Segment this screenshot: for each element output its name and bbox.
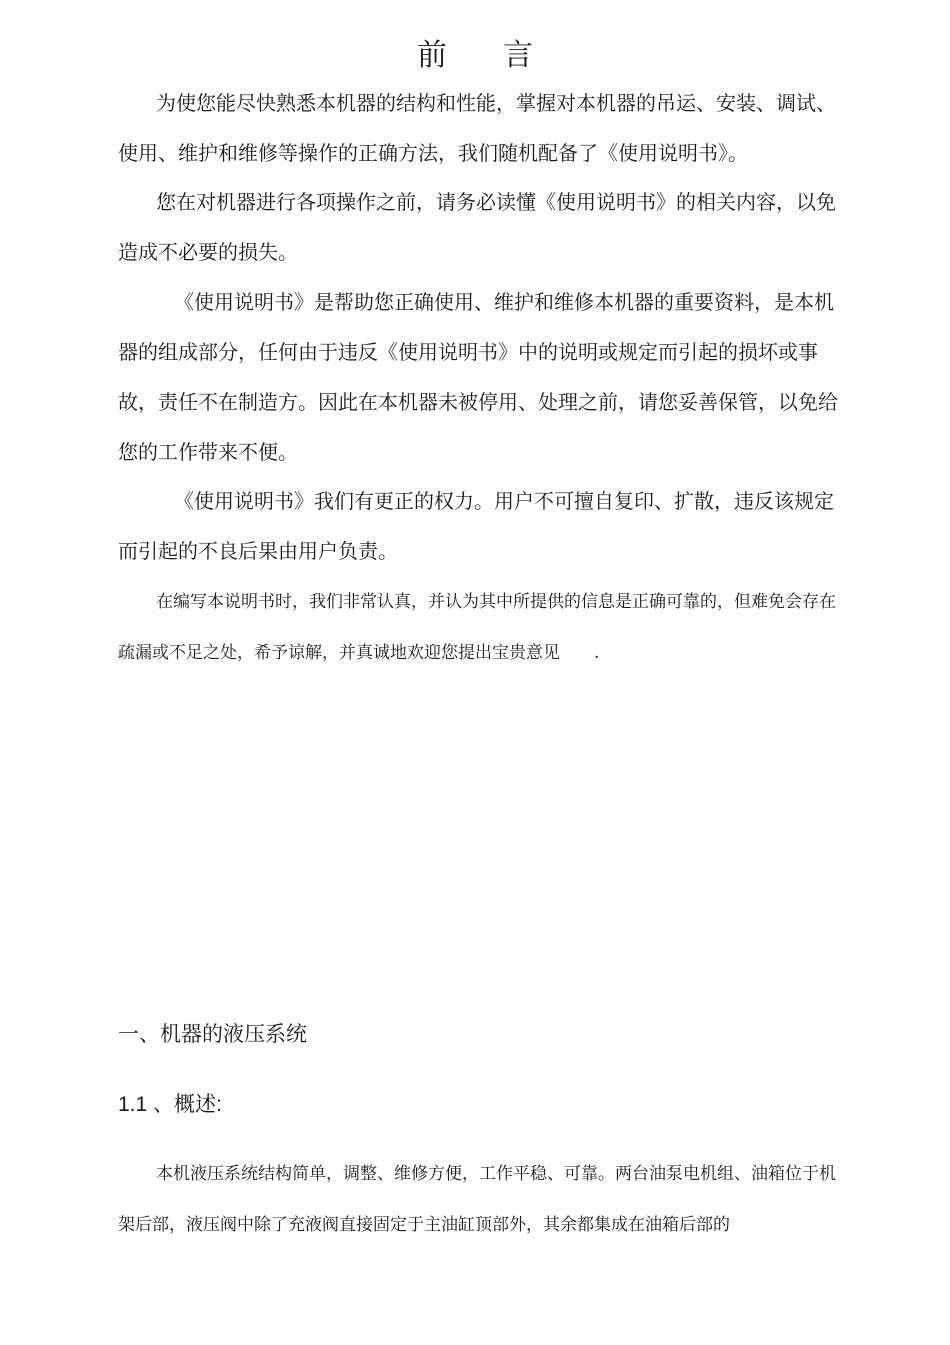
- preface-paragraph-4: 《使用说明书》我们有更正的权力。用户不可擅自复印、扩散，违反该规定而引起的不良后果由用户负责。: [118, 489, 834, 563]
- subsection-heading: 1.1 、概述:: [118, 1093, 222, 1116]
- subsection-paragraph: 本机液压系统结构简单，调整、维修方便，工作平稳、可靠。两台油泵电机组、油箱位于机架后部，液压阀中除了充液阀直接固定于主油缸顶部外，其余都集成在油箱后部的: [118, 1164, 836, 1235]
- section-heading: 一、机器的液压系统: [118, 1022, 307, 1046]
- preface-paragraph-1: 为使您能尽快熟悉本机器的结构和性能，掌握对本机器的吊运、安装、调试、使用、维护和维修等操作的正确方法，我们随机配备了《使用说明书》。: [118, 91, 836, 165]
- preface-paragraph-2: 您在对机器进行各项操作之前，请务必读懂《使用说明书》的相关内容，以免造成不必要的损失。: [118, 190, 836, 264]
- page-title: 前言: [417, 38, 589, 73]
- preface-paragraph-5: 在编写本说明书时，我们非常认真，并认为其中所提供的信息是正确可靠的，但难免会存在疏漏或不足之处，希予谅解，并真诚地欢迎您提出宝贵意见 .: [118, 592, 836, 663]
- preface-paragraph-3: 《使用说明书》是帮助您正确使用、维护和维修本机器的重要资料，是本机器的组成部分，任何由于违反《使用说明书》中的说明或规定而引起的损坏或事故，责任不在制造方。因此在本机器未被停用、处理之前，请您妥善保管，以免给您的工作带来不便。: [118, 290, 838, 464]
